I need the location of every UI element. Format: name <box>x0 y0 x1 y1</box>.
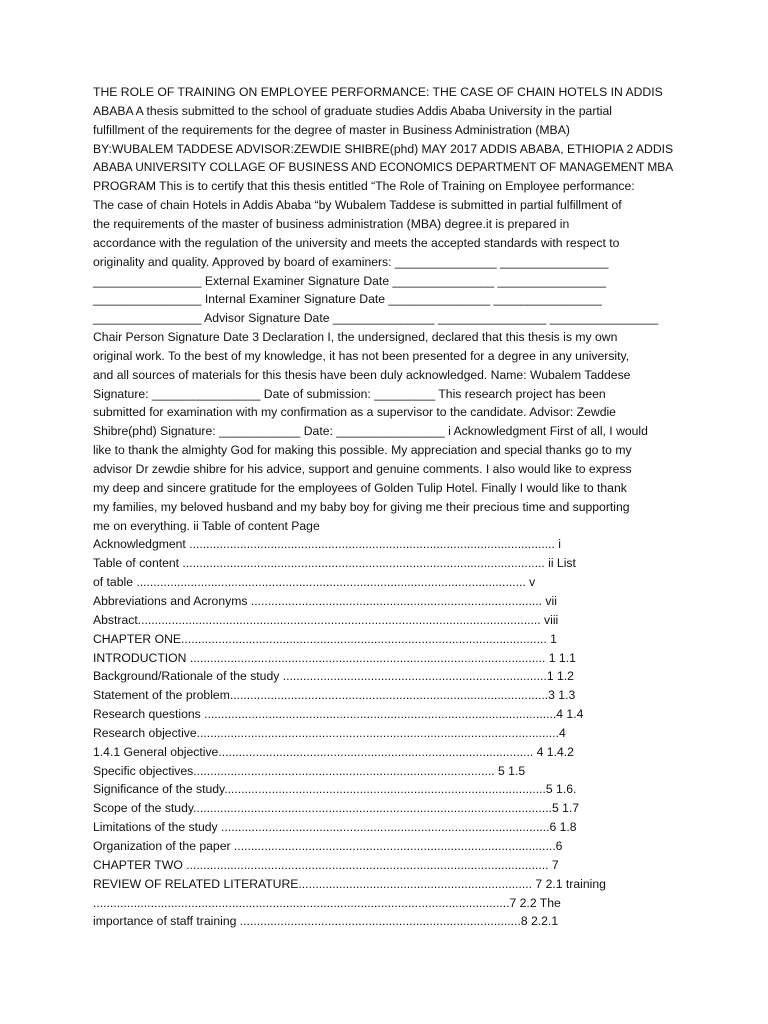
text-line: like to thank the almighty God for making this possible. My appreciation and special thanks go to my <box>93 443 632 458</box>
text-line: my families, my beloved husband and my baby boy for giving me their precious time and supporting <box>93 499 630 514</box>
text-line: Significance of the study...............................................................................................5 1.6. <box>93 782 577 797</box>
text-line: me on everything. ii Table of content Page <box>93 518 320 533</box>
text-line: CHAPTER TWO ........................................................................................................... 7 <box>93 857 559 872</box>
text-line: REVIEW OF RELATED LITERATURE..................................................................... 7 2.1 training <box>93 876 606 891</box>
text-line: advisor Dr zewdie shibre for his advice, support and genuine comments. I also would like to express <box>93 462 632 476</box>
text-line: of table ................................................................................................................... v <box>93 575 536 590</box>
text-line: Background/Rationale of the study ..............................................................................1 1.2 <box>93 669 574 684</box>
text-line: Research objective...........................................................................................................4 <box>93 725 566 740</box>
text-line: and all sources of materials for this thesis have been duly acknowledged. Name: Wubalem Taddese <box>93 367 631 382</box>
text-line: Table of content ........................................................................................................... ii List <box>93 556 576 571</box>
text-line: Chair Person Signature Date 3 Declaration I, the undersigned, declared that this thesis is my own <box>93 330 618 345</box>
text-line: ABABA UNIVERSITY COLLAGE OF BUSINESS AND ECONOMICS DEPARTMENT OF MANAGEMENT MBA <box>93 160 674 175</box>
text-line: Statement of the problem..............................................................................................3 1.3 <box>93 688 576 703</box>
text-line: Acknowledgment ............................................................................................................ i <box>93 537 561 552</box>
text-line: The case of chain Hotels in Addis Ababa “by Wubalem Taddese is submitted in partial fulfillment of <box>93 198 622 213</box>
text-line: BY:WUBALEM TADDESE ADVISOR:ZEWDIE SHIBRE(phd) MAY 2017 ADDIS ABABA, ETHIOPIA 2 ADDIS <box>93 141 674 156</box>
text-line: CHAPTER ONE............................................................................................................ 1 <box>93 631 557 646</box>
text-line: the requirements of the master of business administration (MBA) degree.it is prepared in <box>93 216 570 231</box>
text-line: fulfillment of the requirements for the degree of master in Business Administration (MBA) <box>93 122 570 137</box>
text-line: THE ROLE OF TRAINING ON EMPLOYEE PERFORMANCE: THE CASE OF CHAIN HOTELS IN ADDIS <box>93 85 663 99</box>
text-line: Limitations of the study .................................................................................................6 1.8 <box>93 820 577 835</box>
text-line: accordance with the regulation of the university and meets the accepted standards with respect to <box>93 235 620 250</box>
text-line: 1.4.1 General objective............................................................................................. 4 1.4.2 <box>93 744 574 759</box>
text-line: Abbreviations and Acronyms ...................................................................................... vii <box>93 593 557 608</box>
text-line: Abstract....................................................................................................................... viii <box>93 612 559 627</box>
text-line: ________________ Internal Examiner Signature Date _______________ ________________ <box>93 292 602 307</box>
text-line: importance of staff training ...................................................................................8 2.2.1 <box>93 914 559 929</box>
text-line: ...........................................................................................................................7 2.2 The <box>93 895 561 910</box>
text-line: INTRODUCTION ......................................................................................................... 1 1.1 <box>93 650 576 665</box>
text-line: Scope of the study..........................................................................................................5 1.7 <box>93 801 580 816</box>
text-line: submitted for examination with my confirmation as a supervisor to the candidate. Advisor: Zewdie <box>93 405 616 420</box>
text-line: PROGRAM This is to certify that this thesis entitled “The Role of Training on Employee performance: <box>93 179 635 194</box>
text-line: ABABA A thesis submitted to the school of graduate studies Addis Ababa University in the partial <box>93 103 612 118</box>
text-line: ________________ Advisor Signature Date _______________ ________________ ________________ <box>93 311 659 326</box>
text-line: Shibre(phd) Signature: ____________ Date: ________________ i Acknowledgment First of all, I would <box>93 424 648 439</box>
text-line: Organization of the paper ...............................................................................................6 <box>93 839 563 853</box>
text-line: Signature: ________________ Date of submission: _________ This research project has been <box>93 386 606 401</box>
text-line: my deep and sincere gratitude for the employees of Golden Tulip Hotel. Finally I would like to thank <box>93 480 627 495</box>
text-line: ________________ External Examiner Signature Date _______________ ________________ <box>93 273 606 288</box>
text-line: Specific objectives......................................................................................... 5 1.5 <box>93 763 526 778</box>
text-line: original work. To the best of my knowledge, it has not been presented for a degree in any university, <box>93 348 630 363</box>
text-line: Research questions ........................................................................................................4 1.4 <box>93 707 584 722</box>
text-line: originality and quality. Approved by board of examiners: _______________ ________________ <box>93 254 609 269</box>
